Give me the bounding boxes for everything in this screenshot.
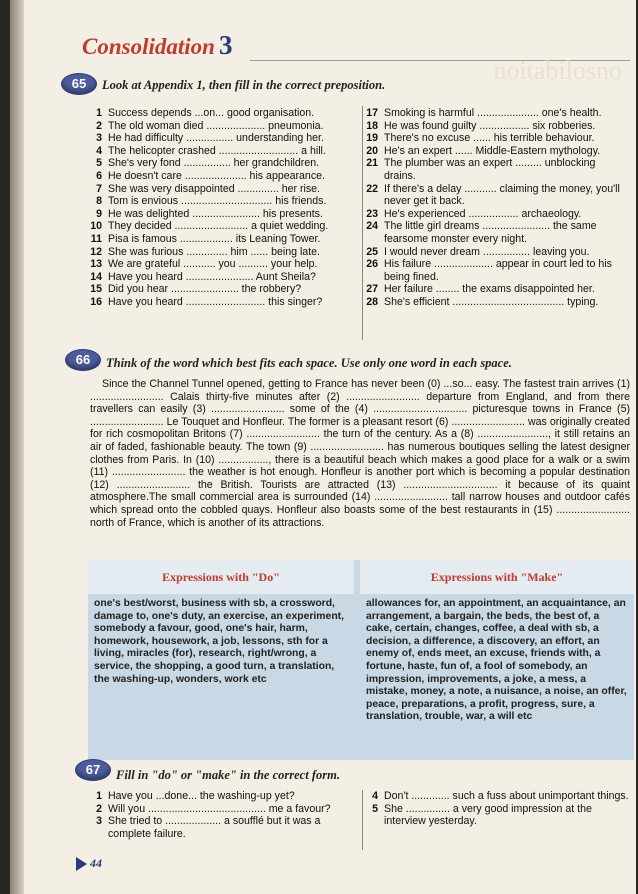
exercise-item bbox=[362, 145, 630, 158]
exercise-item bbox=[86, 170, 356, 183]
item-number: 8 bbox=[96, 195, 102, 208]
exercise-67-instruction: Fill in "do" or "make" in the correct form. bbox=[116, 768, 340, 782]
item-sentence: They decided ......................... a quiet wedding. bbox=[108, 220, 329, 233]
item-number: 21 bbox=[366, 157, 378, 170]
item-sentence: She's very fond ................ her grandchildren. bbox=[108, 157, 320, 170]
item-sentence: Success depends ...on... good organisation. bbox=[108, 107, 315, 119]
item-number: 26 bbox=[366, 258, 378, 271]
item-sentence: The old woman died .................... pneumonia. bbox=[108, 119, 324, 132]
exercise-item bbox=[86, 246, 356, 259]
item-sentence: She tried to ................... a soufflé but it was a complete failure. bbox=[108, 815, 321, 840]
item-number: 9 bbox=[96, 207, 102, 220]
item-number: 20 bbox=[366, 144, 378, 157]
exercise-item bbox=[86, 132, 356, 145]
title-text: Consolidation bbox=[82, 34, 215, 59]
exercise-65-left-column bbox=[86, 107, 356, 309]
item-number: 2 bbox=[96, 802, 102, 815]
item-sentence: Smoking is harmful ..................... one's health. bbox=[384, 107, 602, 119]
exercise-item bbox=[86, 233, 356, 246]
item-number: 14 bbox=[90, 270, 102, 283]
item-sentence: The little girl dreams ....................... the same fearsome monster every night. bbox=[384, 220, 597, 245]
exercise-66-badge: 66 bbox=[66, 350, 100, 370]
do-expressions-header: Expressions with "Do" bbox=[88, 560, 354, 594]
item-number: 4 bbox=[96, 144, 102, 157]
exercise-item bbox=[86, 157, 356, 170]
exercise-item bbox=[86, 283, 356, 296]
item-sentence: If there's a delay ........... claiming the money, you'll never get it back. bbox=[384, 182, 620, 208]
make-expressions-header: Expressions with "Make" bbox=[360, 560, 634, 594]
exercise-item bbox=[362, 132, 630, 145]
item-sentence: Did you hear ....................... the robbery? bbox=[108, 283, 302, 296]
exercise-item bbox=[86, 208, 356, 221]
exercise-item bbox=[362, 183, 630, 208]
item-number: 17 bbox=[366, 107, 378, 119]
exercise-item bbox=[86, 815, 356, 840]
exercise-67-badge: 67 bbox=[76, 760, 110, 780]
exercise-item bbox=[86, 803, 356, 816]
item-sentence: Will you ........................................ me a favour? bbox=[108, 802, 331, 815]
item-sentence: He's an expert ...... Middle-Eastern mythology. bbox=[384, 144, 601, 157]
exercise-item bbox=[86, 271, 356, 284]
expressions-box bbox=[88, 560, 634, 760]
exercise-item bbox=[362, 246, 630, 259]
item-number: 1 bbox=[96, 790, 102, 802]
item-sentence: I would never dream ................ leaving you. bbox=[384, 245, 590, 258]
page-number: 44 bbox=[90, 856, 102, 870]
item-number: 10 bbox=[90, 220, 102, 233]
item-number: 18 bbox=[366, 119, 378, 132]
do-expressions-list: one's best/worst, business with sb, a crossword, damage to, one's duty, an exercise, an experiment, somebody a favour, good, one's hair, harm, homework, housework, a job, lessons, sth for a living, miracles (for), research, right/wrong, a service, the shopping, a good turn, a translation, the washing-up, wonders, work etc bbox=[94, 598, 345, 685]
exercise-item bbox=[362, 283, 630, 296]
item-number: 3 bbox=[96, 132, 102, 145]
exercise-item bbox=[362, 107, 630, 120]
show-through-text: noitabilosno bbox=[493, 56, 622, 85]
item-number: 24 bbox=[366, 220, 378, 233]
item-sentence: He's experienced ................. archaeology. bbox=[384, 207, 582, 220]
item-number: 6 bbox=[96, 169, 102, 182]
exercise-item bbox=[86, 145, 356, 158]
exercise-66-paragraph: Since the Channel Tunnel opened, getting to France has never been (0) ...so... easy. The fastest train arrives (1) ......................... Calais thirty-five minutes after (2) ......................... departure from England, and from there travellers can easily (3) ......................... some of the (4) ................................ picturesque towns in France (5) ......................... Le Touquet and Honfleur. The former is a pleasant resort (6) ......................... was originally created for rich cosmopolitan Britons (7) ......................... the turn of the century. As a (8) ........................, it still retains an air of faded, fashionable beauty. The town (9) ......................... has numerous boutiques selling the latest designer clothes from Paris. In (10) ................., there is a beautiful beach which makes a good place for a walk or a swim (11) ......................... the weather is hot enough. Honfleur is another port which is becoming a popular destination (12) ......................... the British. Tourists are attracted (13) ................................ it because of its quaint atmosphere.The small commercial area is surrounded (14) ......................... tall narrow houses and outdoor cafés which spread onto the cobbled quays. Honfleur also boasts some of the best restaurants in (15) ......................... north of France, which is another of its attractions. bbox=[90, 378, 630, 529]
item-sentence: There's no excuse ...... his terrible behaviour. bbox=[384, 132, 595, 145]
item-number: 1 bbox=[96, 107, 102, 119]
item-sentence: We are grateful ........... you .......... your help. bbox=[108, 258, 318, 271]
item-sentence: Have you ...done... the washing-up yet? bbox=[108, 790, 295, 802]
exercise-item bbox=[362, 208, 630, 221]
item-sentence: She ............... a very good impression at the interview yesterday. bbox=[384, 802, 592, 828]
exercise-item bbox=[362, 803, 630, 828]
item-number: 13 bbox=[90, 258, 102, 271]
exercise-item bbox=[362, 120, 630, 133]
item-sentence: His failure .................... appear in court led to his being fined. bbox=[384, 258, 612, 283]
item-sentence: Her failure ........ the exams disappointed her. bbox=[384, 283, 595, 296]
item-sentence: The plumber was an expert ......... unblocking drains. bbox=[384, 157, 596, 182]
make-expressions-list: allowances for, an appointment, an acquaintance, an arrangement, a bargain, the beds, the best of, a cake, certain, changes, coffee, a deal with sb, a decision, a difference, a discovery, an effort, an enemy of, ends meet, an excuse, friends with, a fortune, haste, fun of, a fool of somebody, an impression, improvements, a joke, a mess, a mistake, money, a note, a nuisance, a noise, an offer, peace, preparations, a profit, progress, sure, a translation, trouble, war, a will etc bbox=[366, 598, 627, 723]
page-binding-shadow bbox=[10, 0, 24, 894]
item-number: 5 bbox=[372, 802, 378, 815]
item-number: 27 bbox=[366, 283, 378, 296]
item-sentence: He was delighted ....................... his presents. bbox=[108, 207, 323, 220]
item-sentence: Have you heard ........................... this singer? bbox=[108, 295, 323, 308]
exercise-65-instruction: Look at Appendix 1, then fill in the correct preposition. bbox=[102, 78, 386, 92]
exercise-item bbox=[86, 790, 356, 803]
page-title bbox=[82, 30, 232, 61]
exercise-item bbox=[86, 183, 356, 196]
exercise-67-right-column bbox=[362, 790, 630, 828]
item-sentence: He had difficulty ................ understanding her. bbox=[108, 132, 324, 145]
page-footer bbox=[76, 856, 102, 871]
item-number: 28 bbox=[366, 295, 378, 308]
item-number: 11 bbox=[90, 232, 102, 245]
item-sentence: She's efficient ...................................... typing. bbox=[384, 295, 599, 308]
exercise-item bbox=[86, 195, 356, 208]
exercise-67-left-column bbox=[86, 790, 356, 840]
title-number: 3 bbox=[218, 30, 233, 60]
item-sentence: She was very disappointed .............. her rise. bbox=[108, 182, 320, 195]
item-number: 3 bbox=[96, 815, 102, 828]
exercise-66-instruction: Think of the word which best fits each space. Use only one word in each space. bbox=[106, 356, 512, 370]
item-number: 12 bbox=[90, 245, 102, 258]
item-sentence: He was found guilty ................. six robberies. bbox=[384, 119, 596, 132]
exercise-item bbox=[86, 220, 356, 233]
exercise-65-badge: 65 bbox=[62, 74, 96, 94]
item-number: 4 bbox=[372, 790, 378, 802]
exercise-65-right-column bbox=[362, 107, 630, 309]
item-sentence: Tom is envious ............................... his friends. bbox=[108, 195, 327, 208]
exercise-item bbox=[86, 258, 356, 271]
item-number: 5 bbox=[96, 157, 102, 170]
item-sentence: Don't ............. such a fuss about unimportant things. bbox=[384, 790, 629, 802]
item-number: 19 bbox=[366, 132, 378, 145]
page-arrow-icon bbox=[76, 857, 87, 871]
exercise-item bbox=[86, 296, 356, 309]
item-number: 25 bbox=[366, 245, 378, 258]
exercise-item bbox=[362, 157, 630, 182]
item-sentence: The helicopter crashed ........................... a hill. bbox=[108, 144, 326, 157]
exercise-item bbox=[362, 220, 630, 245]
exercise-item bbox=[86, 120, 356, 133]
exercise-item bbox=[362, 790, 630, 803]
item-sentence: He doesn't care ..................... his appearance. bbox=[108, 169, 325, 182]
item-sentence: She was furious .............. him ...... being late. bbox=[108, 245, 320, 258]
exercise-item bbox=[86, 107, 356, 120]
exercise-item bbox=[362, 258, 630, 283]
item-number: 7 bbox=[96, 182, 102, 195]
item-number: 23 bbox=[366, 207, 378, 220]
item-number: 2 bbox=[96, 119, 102, 132]
item-number: 22 bbox=[366, 182, 378, 195]
item-number: 16 bbox=[90, 295, 102, 308]
item-sentence: Pisa is famous .................. its Leaning Tower. bbox=[108, 232, 321, 245]
exercise-item bbox=[362, 296, 630, 309]
textbook-page bbox=[10, 0, 636, 894]
item-number: 15 bbox=[90, 283, 102, 296]
item-sentence: Have you heard ....................... Aunt Sheila? bbox=[108, 270, 316, 283]
